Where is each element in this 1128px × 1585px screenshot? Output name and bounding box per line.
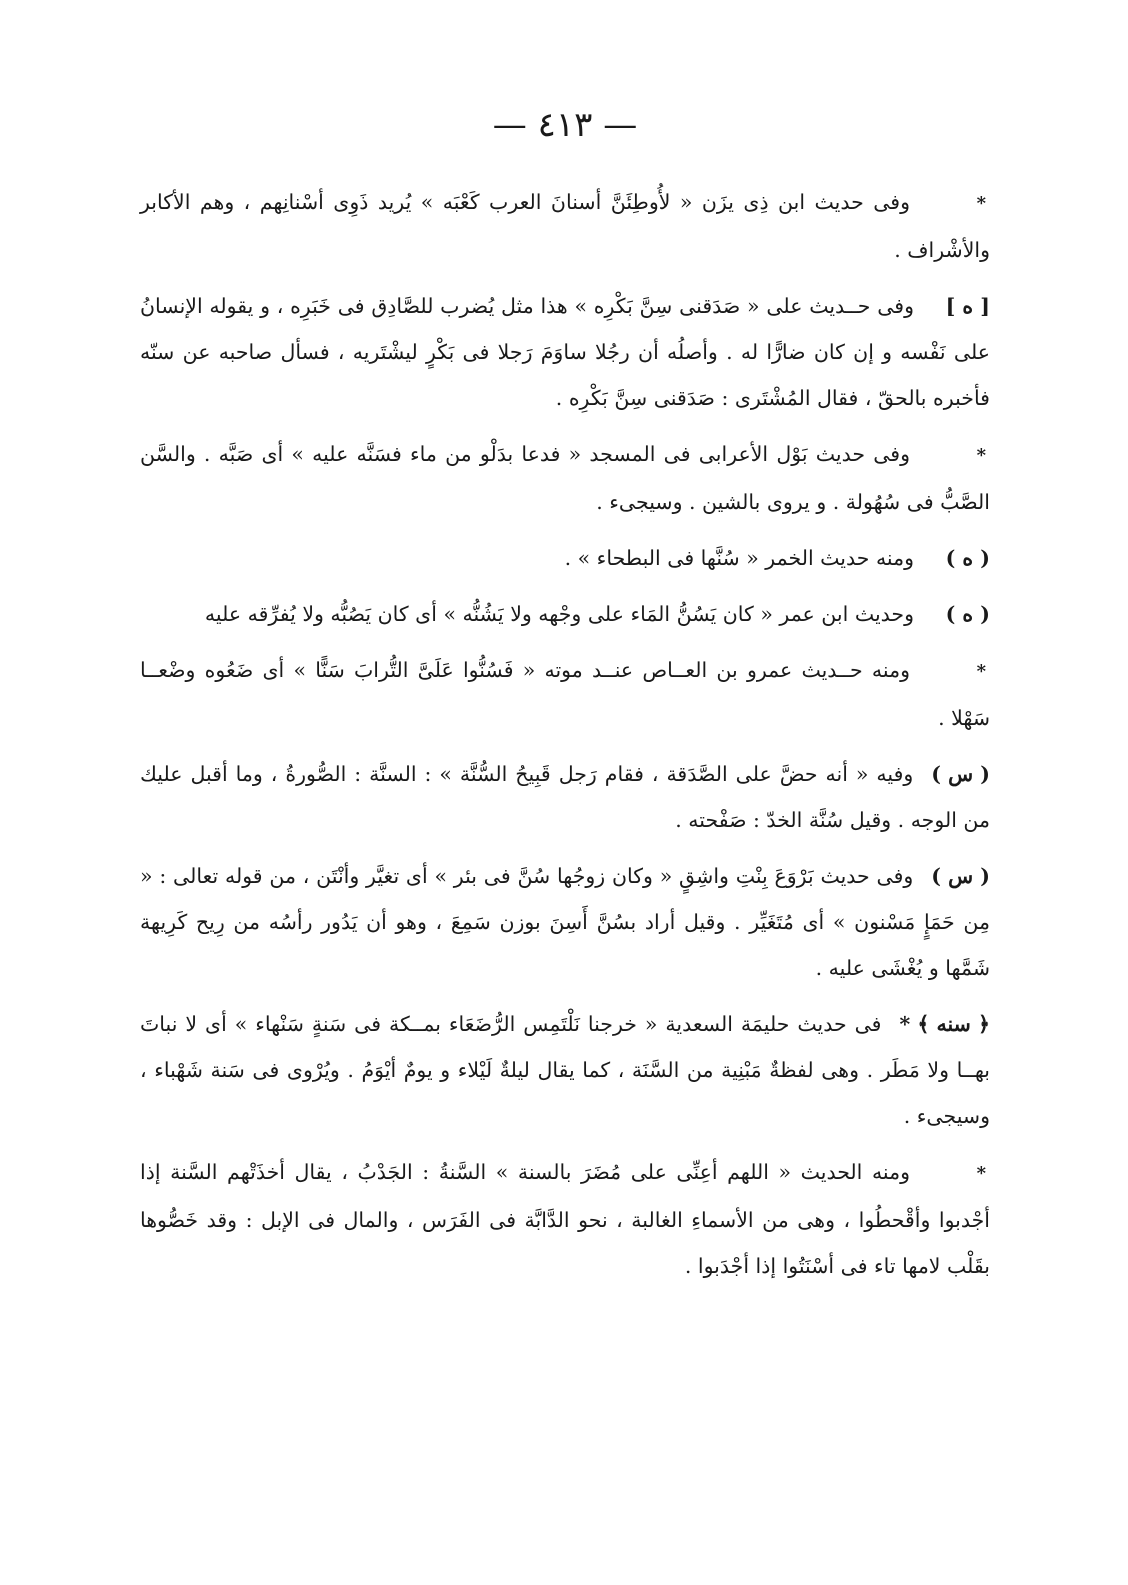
entry-ala-mudar <box>140 1149 990 1289</box>
entry-marker: * <box>976 661 986 682</box>
entry-sadaqani-sinna-bakrih <box>140 283 990 421</box>
entry-text: وفى حديث بَرْوَعَ بِنْتِ واشِقٍ « وكان زوجُها سُنَّ فى بئر » أى تغيَّر وأنْتَن ، من قوله تعالى : « مِن حَمَإٍ مَسْنون » أى مُتَغَيِّر . وقيل أراد بسُنَّ أَسِنَ بوزن سَمِعَ ، وهو أن يَدُور رأسُه من رِيح كَرِيهة شَمَّها و يُغْشَى عليه . <box>140 864 990 980</box>
entry-text: ومنه حديث الخمر « سُنَّها فى البطحاء » . <box>564 546 914 570</box>
entry-amr-ibn-al-as <box>140 647 990 741</box>
entry-text: ومنه الحديث « اللهم أعِنِّى على مُضَرَ بالسنة » السَّنةُ : الجَدْبُ ، يقال أخذَتْهم السَّنة إذا أجْدبوا وأقْحطُوا ، وهى من الأسماءِ الغالبة ، نحو الدَّابَّة فى الفَرَس ، والمال فى الإبل : وقد خَصُّوها بقَلْب لامها تاء فى أسْنَتُوا إذا أجْدَبوا . <box>140 1160 990 1278</box>
entry-marker: * <box>976 1163 986 1184</box>
entry-marker: ( ه ) <box>945 602 990 626</box>
entry-barwa-bint-washiq <box>140 853 990 991</box>
entry-al-khamr <box>140 535 990 581</box>
entry-marker: ( س ) <box>931 864 990 888</box>
dictionary-page <box>140 105 990 1425</box>
entry-marker: [ ه ] <box>945 294 990 318</box>
page-number: — ٤١٣ — <box>492 105 638 145</box>
entry-ibn-umar <box>140 591 990 637</box>
entry-text: ومنه حــديث عمرو بن العــاص عنــد موته « فَسُنُّوا عَلَىَّ التُّرابَ سَنًّا » أى ضَعُوه وضْعــا سَهْلا . <box>140 658 990 730</box>
entry-marker: ( ه ) <box>945 546 990 570</box>
entry-text: فى حديث حليمَة السعدية « خرجنا نَلْتَمِس الرُّضَعَاء بمــكة فى سَنةٍ سَنْهاء » أى لا نباتَ بهــا ولا مَطَر . وهى لفظةٌ مَبْنِية من السَّنَة ، كما يقال ليلةٌ لَيْلاء و يومٌ أيْوَمُ . ويُرْوى فى سَنة شَهْباء ، وسيجىء . <box>140 1012 990 1128</box>
entry-marker: * <box>976 193 986 214</box>
entry-dhi-yazan <box>140 179 990 273</box>
root-heading: ﴿ سنه ﴾ * <box>899 1012 990 1036</box>
entry-sanah-heading <box>140 1001 990 1139</box>
entry-bawl-al-arabi <box>140 431 990 525</box>
entry-text: وحديث ابن عمر « كان يَسُنُّ المَاء على وجْهه ولا يَشُنُّه » أى كان يَصُبُّه ولا يُفرِّقه عليه <box>204 602 914 626</box>
entry-text: وفى حديث بَوْل الأعرابى فى المسجد « فدعا بدَلْو من ماء فسَنَّه عليه » أى صَبَّه . والسَّن الصَّبُّ فى سُهُولة . و يروى بالشين . وسيجىء . <box>140 442 990 514</box>
entry-marker: * <box>976 445 986 466</box>
entry-text: وفى حــديث على « صَدَقنى سِنَّ بَكْرِه » هذا مثل يُضرب للصَّادِق فى خَبَرِه ، و يقوله الإنسانُ على نَفْسه و إن كان ضارًّا له . وأصلُه أن رجُلا ساوَمَ رَجلا فى بَكْرٍ ليشْتَريه ، فسأل صاحبه عن سنّه فأخبره بالحقّ ، فقال المُشْتَرى : صَدَقنى سِنَّ بَكْرِه . <box>140 294 990 410</box>
entry-text: وفى حديث ابن ذِى يزَن « لأُوطِئَنَّ أسنانَ العرب كَعْبَه » يُريد ذَوِى أسْنانِهم ، وهم الأكابر والأشْراف . <box>140 190 990 262</box>
entry-marker: ( س ) <box>931 762 990 786</box>
entry-text: وفيه « أنه حضَّ على الصَّدَقة ، فقام رَجل قَبِيحُ السُّنَّة » : السنَّة : الصُّورةُ ، وما أقبل عليك من الوجه . وقيل سُنَّة الخدّ : صَفْحته . <box>140 762 990 832</box>
entry-qabih-al-sunna <box>140 751 990 843</box>
